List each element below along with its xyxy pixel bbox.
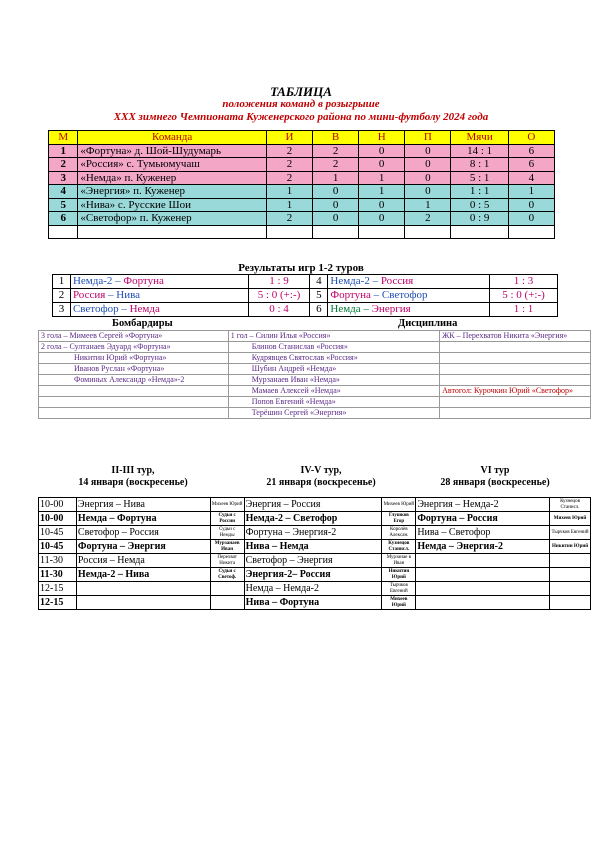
scorer-entry: 2 гола – Султанаев Эдуард «Фортуна» <box>39 342 229 353</box>
games: 1 <box>266 198 312 212</box>
scorer-entry: Шубин Андрей «Немда» <box>228 364 439 375</box>
match-teams: Немда – Энергия <box>328 303 490 317</box>
discipline-entry <box>440 375 591 386</box>
position: 2 <box>49 158 78 172</box>
position: 4 <box>49 185 78 199</box>
wins: 1 <box>313 171 359 185</box>
standings-table <box>48 130 555 239</box>
referee: Никитин Юрий <box>382 568 416 582</box>
scorer-entry: 3 гола – Мимеев Сергей «Фортуна» <box>39 331 229 342</box>
table-row <box>49 144 555 158</box>
referee: Перехват Никита <box>210 554 244 568</box>
schedule-row <box>39 526 591 540</box>
position: 5 <box>49 198 78 212</box>
match <box>416 554 550 568</box>
away-team: Немда <box>129 303 160 315</box>
match: Нива – Немда <box>244 540 382 554</box>
discipline-entry <box>440 364 591 375</box>
referee: Судьи с России <box>210 512 244 526</box>
referee: Михеев Юрий <box>382 498 416 512</box>
referee: Михеев Юрий <box>382 596 416 610</box>
schedule-table <box>38 497 591 610</box>
points: 6 <box>508 158 554 172</box>
match-time: 10-45 <box>39 540 77 554</box>
match-teams: Немда-2 – Фортуна <box>70 275 248 289</box>
match-number: 3 <box>53 303 71 317</box>
schedule-row <box>39 498 591 512</box>
referee: Мурзанае в Иван <box>382 554 416 568</box>
result-row <box>53 303 558 317</box>
games: 2 <box>266 171 312 185</box>
referee: Никитин Юрий <box>550 540 591 554</box>
match <box>416 596 550 610</box>
points: 6 <box>508 144 554 158</box>
losses: 0 <box>405 171 451 185</box>
col-header: М <box>49 131 78 145</box>
games: 1 <box>266 185 312 199</box>
match: Энергия – Немда-2 <box>416 498 550 512</box>
games: 2 <box>266 144 312 158</box>
table-row <box>39 375 591 386</box>
standings-header-row <box>49 131 555 145</box>
table-row <box>39 364 591 375</box>
scorers-title: Бомбардиры <box>112 318 173 329</box>
scorer-entry: Мамаев Алексей «Немда» <box>228 386 439 397</box>
table-row <box>49 171 555 185</box>
schedule-row <box>39 596 591 610</box>
schedule-row <box>39 582 591 596</box>
match-score: 1 : 3 <box>490 275 558 289</box>
position: 6 <box>49 212 78 226</box>
scorer-entry: Терёшин Сергей «Энергия» <box>228 408 439 419</box>
team-name: «Россия» с. Тумьюмучаш <box>78 158 266 172</box>
games: 2 <box>266 158 312 172</box>
referee <box>550 596 591 610</box>
losses: 1 <box>405 198 451 212</box>
match: Энергия – Нива <box>76 498 210 512</box>
table-row <box>39 353 591 364</box>
match: Светофор – Энергия <box>244 554 382 568</box>
draws: 0 <box>359 144 405 158</box>
team-name: «Светофор» п. Куженер <box>78 212 266 226</box>
home-team: Немда-2 <box>72 275 113 287</box>
wins: 0 <box>313 198 359 212</box>
points: 4 <box>508 171 554 185</box>
table-row <box>49 198 555 212</box>
page-title: ТАБЛИЦА <box>270 84 332 99</box>
home-team: Россия <box>72 289 106 301</box>
draws: 0 <box>359 212 405 226</box>
col-header: И <box>266 131 312 145</box>
scorer-entry: Фоминых Александр «Немда»-2 <box>39 375 229 386</box>
day-title: II-III тур, <box>111 465 155 476</box>
discipline-entry: ЖК – Перехватов Никита «Энергия» <box>440 331 591 342</box>
schedule-row <box>39 568 591 582</box>
day-title: IV-V тур, <box>300 465 342 476</box>
day-date: 14 января (воскресенье) <box>78 477 188 488</box>
match-number: 6 <box>310 303 328 317</box>
table-row <box>39 397 591 408</box>
match: Немда-2 – Светофор <box>244 512 382 526</box>
day-2-heading <box>226 465 416 489</box>
home-team: Фортуна <box>330 289 371 301</box>
match: Россия – Немда <box>76 554 210 568</box>
col-header: О <box>508 131 554 145</box>
day-title: VI тур <box>480 465 510 476</box>
match <box>416 568 550 582</box>
team-name: «Фортуна» д. Шой-Шудумарь <box>78 144 266 158</box>
match: Фортуна – Энергия <box>76 540 210 554</box>
goals: 1 : 1 <box>451 185 508 199</box>
match-time: 12-15 <box>39 596 77 610</box>
match-number: 1 <box>53 275 71 289</box>
team-name: «Энергия» п. Куженер <box>78 185 266 199</box>
match-score: 5 : 0 (+:-) <box>248 289 310 303</box>
away-team: Фортуна <box>123 275 164 287</box>
scorer-entry: Никитин Юрий «Фортуна» <box>39 353 229 364</box>
col-header: П <box>405 131 451 145</box>
points: 1 <box>508 185 554 199</box>
scorers-table <box>38 330 591 419</box>
away-team: Россия <box>380 275 414 287</box>
scorer-entry: Мурзанаев Иван «Немда» <box>228 375 439 386</box>
discipline-entry <box>440 342 591 353</box>
schedule-row <box>39 512 591 526</box>
match: Энергия – Россия <box>244 498 382 512</box>
away-team: Светофор <box>381 289 428 301</box>
goals: 5 : 1 <box>451 171 508 185</box>
scorer-entry: Кудрявцев Святослав «Россия» <box>228 353 439 364</box>
home-team: Немда-2 <box>330 275 370 287</box>
discipline-title: Дисциплина <box>398 318 458 329</box>
match <box>76 582 210 596</box>
wins: 2 <box>313 144 359 158</box>
match-score: 5 : 0 (+:-) <box>490 289 558 303</box>
losses: 2 <box>405 212 451 226</box>
table-row <box>49 158 555 172</box>
match-number: 5 <box>310 289 328 303</box>
day-3-heading <box>400 465 590 489</box>
discipline-entry: Автогол: Курочкин Юрий «Светофор» <box>440 386 591 397</box>
referee: Михеев Юрий <box>210 498 244 512</box>
losses: 0 <box>405 144 451 158</box>
match <box>416 582 550 596</box>
wins: 2 <box>313 158 359 172</box>
match-number: 2 <box>53 289 71 303</box>
match: Светофор – Россия <box>76 526 210 540</box>
scorer-entry: 1 гол – Силин Илья «Россия» <box>228 331 439 342</box>
subtitle-1: положения команд в розыгрыше <box>222 98 380 110</box>
match-time: 11-30 <box>39 554 77 568</box>
match: Немда-2 – Нива <box>76 568 210 582</box>
match-time: 11-30 <box>39 568 77 582</box>
goals: 0 : 5 <box>451 198 508 212</box>
day-date: 21 января (воскресенье) <box>266 477 376 488</box>
goals: 8 : 1 <box>451 158 508 172</box>
match-time: 12-15 <box>39 582 77 596</box>
table-row <box>39 342 591 353</box>
points: 0 <box>508 198 554 212</box>
away-team: Нива <box>116 289 141 301</box>
referee <box>550 582 591 596</box>
results-title: Результаты игр 1-2 туров <box>238 262 364 274</box>
table-row <box>49 212 555 226</box>
match: Немда – Немда-2 <box>244 582 382 596</box>
scorer-entry: Блинов Станислав «Россия» <box>228 342 439 353</box>
draws: 0 <box>359 158 405 172</box>
scorer-entry: Попов Евгений «Немда» <box>228 397 439 408</box>
table-row <box>39 408 591 419</box>
draws: 1 <box>359 171 405 185</box>
match-time: 10-45 <box>39 526 77 540</box>
wins: 0 <box>313 185 359 199</box>
team-name: «Немда» п. Куженер <box>78 171 266 185</box>
referee <box>210 582 244 596</box>
match: Немда – Энергия-2 <box>416 540 550 554</box>
match: Нива – Фортуна <box>244 596 382 610</box>
points: 0 <box>508 212 554 226</box>
results-table <box>52 274 558 317</box>
draws: 0 <box>359 198 405 212</box>
result-row <box>53 289 558 303</box>
losses: 0 <box>405 158 451 172</box>
home-team: Немда <box>330 303 361 315</box>
match-score: 1 : 9 <box>248 275 310 289</box>
col-header: Команда <box>78 131 266 145</box>
referee: Мурзанаев Иван <box>210 540 244 554</box>
match-score: 1 : 1 <box>490 303 558 317</box>
match-teams: Светофор – Немда <box>70 303 248 317</box>
match <box>76 596 210 610</box>
team-name: «Нива» с. Русские Шои <box>78 198 266 212</box>
match: Фортуна – Энергия-2 <box>244 526 382 540</box>
referee: Судьи с Светоф. <box>210 568 244 582</box>
away-team: Энергия <box>371 303 411 315</box>
position: 1 <box>49 144 78 158</box>
referee: Кузнецов Станисл. <box>382 540 416 554</box>
day-date: 28 января (воскресенье) <box>440 477 550 488</box>
referee <box>210 596 244 610</box>
match-teams: Россия – Нива <box>70 289 248 303</box>
match: Фортуна – Россия <box>416 512 550 526</box>
schedule-row <box>39 554 591 568</box>
referee: Глушков Егор <box>382 512 416 526</box>
match: Немда – Фортуна <box>76 512 210 526</box>
goals: 14 : 1 <box>451 144 508 158</box>
subtitle-2: XXX зимнего Чемпионата Куженерского района по мини-футболу 2024 года <box>113 111 489 123</box>
referee <box>550 554 591 568</box>
games: 2 <box>266 212 312 226</box>
referee <box>550 568 591 582</box>
match-teams: Немда-2 – Россия <box>328 275 490 289</box>
referee: Королёв Алексан. <box>382 526 416 540</box>
referee: Михеев Юрий <box>550 512 591 526</box>
match-teams: Фортуна – Светофор <box>328 289 490 303</box>
home-team: Светофор <box>72 303 119 315</box>
losses: 0 <box>405 185 451 199</box>
match-number: 4 <box>310 275 328 289</box>
day-1-heading <box>38 465 228 489</box>
position: 3 <box>49 171 78 185</box>
wins: 0 <box>313 212 359 226</box>
referee: Судьи с Немды <box>210 526 244 540</box>
match: Энергия-2– Россия <box>244 568 382 582</box>
scorer-entry: Иванов Руслан «Фортуна» <box>39 364 229 375</box>
match-time: 10-00 <box>39 498 77 512</box>
draws: 1 <box>359 185 405 199</box>
goals: 0 : 9 <box>451 212 508 226</box>
discipline-entry <box>440 353 591 364</box>
table-row <box>39 331 591 342</box>
referee: Тырчков Евгений <box>382 582 416 596</box>
col-header: Мячи <box>451 131 508 145</box>
referee: Тырчков Евгений <box>550 526 591 540</box>
result-row <box>53 275 558 289</box>
schedule-row <box>39 540 591 554</box>
table-row <box>49 185 555 199</box>
col-header: В <box>313 131 359 145</box>
match: Нива – Светофор <box>416 526 550 540</box>
empty-row <box>49 225 555 239</box>
referee: Кузнецов Станисл. <box>550 498 591 512</box>
col-header: Н <box>359 131 405 145</box>
match-score: 0 : 4 <box>248 303 310 317</box>
table-row <box>39 386 591 397</box>
match-time: 10-00 <box>39 512 77 526</box>
